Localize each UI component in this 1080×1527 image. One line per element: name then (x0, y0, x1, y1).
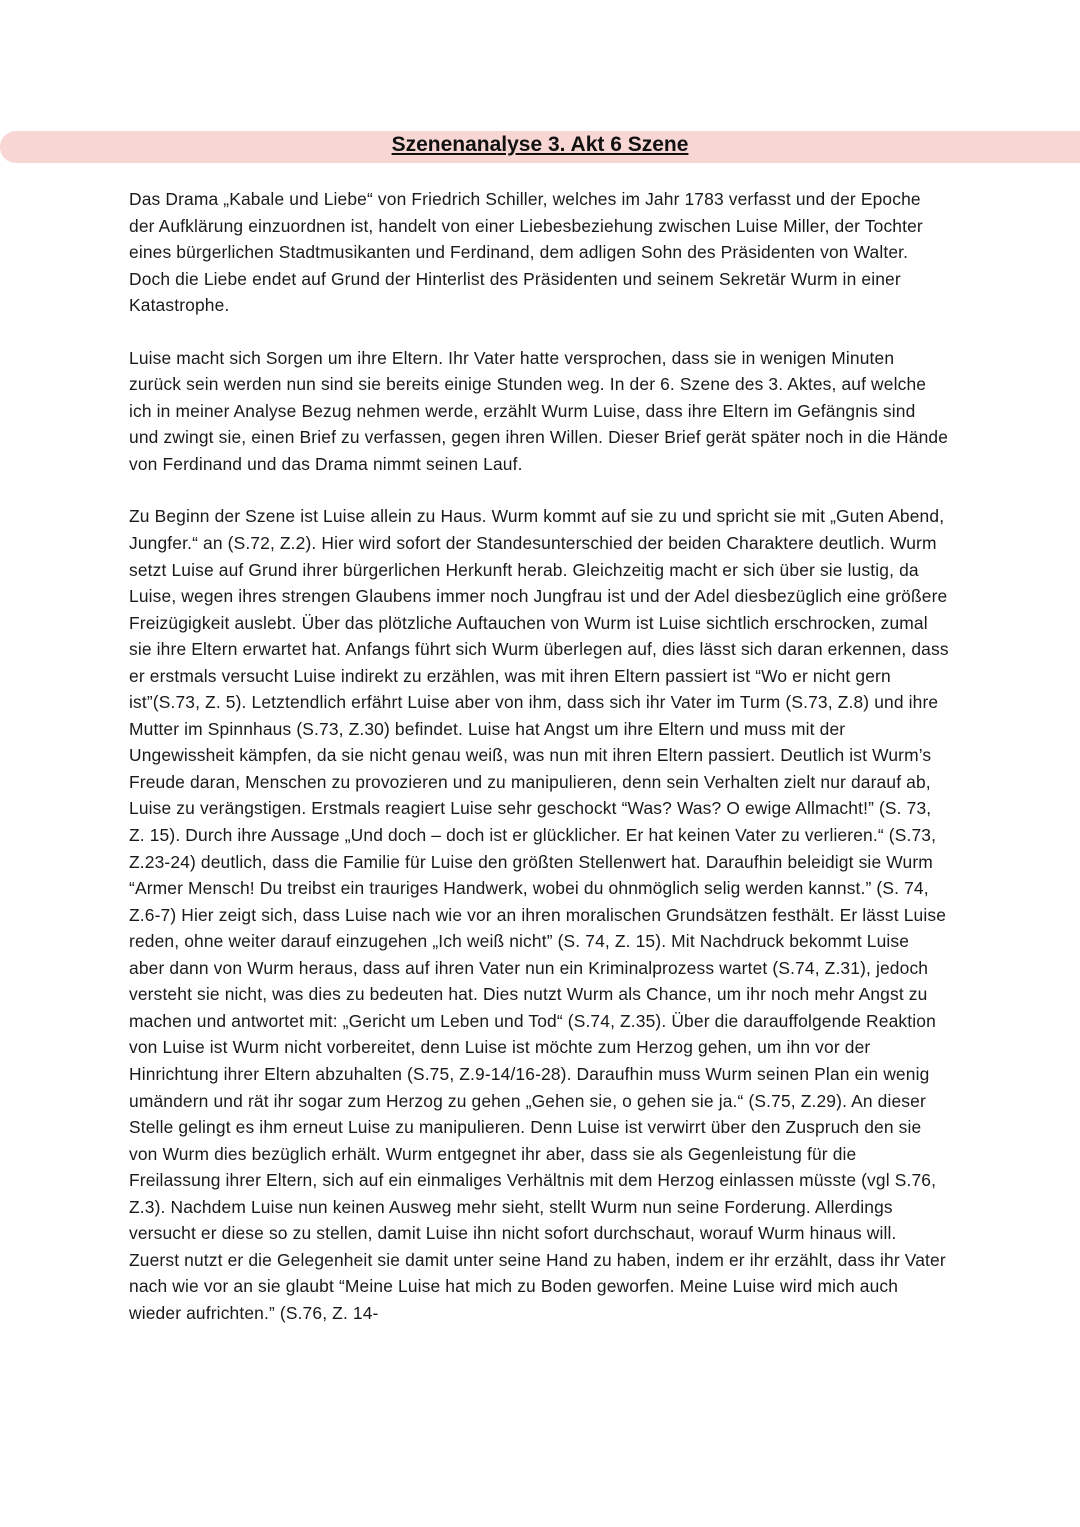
paragraph-scene-analysis: Zu Beginn der Szene ist Luise allein zu Haus. Wurm kommt auf sie zu und spricht sie mit „Guten Abend, Jungfer.“ an (S.72, Z.2). Hier wird sofort der Standesunterschied der beiden Charaktere deutlich. Wurm setzt Luise auf Grund ihrer bürgerlichen Herkunft herab. Gleichzeitig macht er sich über sie lustig, da Luise, wegen ihres strengen Glaubens immer noch Jungfrau ist und der Adel diesbezüglich eine größere Freizügigkeit auslebt. Über das plötzliche Auftauchen von Wurm ist Luise sichtlich erschrocken, zumal sie ihre Eltern erwartet hat. Anfangs führt sich Wurm überlegen auf, dies lässt sich daran erkennen, dass er erstmals versucht Luise indirekt zu erzählen, was mit ihren Eltern passiert ist “Wo er nicht gern ist”(S.73, Z. 5). Letztendlich erfährt Luise aber von ihm, dass sich ihr Vater im Turm (S.73, Z.8) und ihre Mutter im Spinnhaus (S.73, Z.30) befindet. Luise hat Angst um ihre Eltern und muss mit der Ungewissheit kämpfen, da sie nicht genau weiß, was nun mit ihren Eltern passiert. Deutlich ist Wurm’s Freude daran, Menschen zu provozieren und zu manipulieren, denn sein Verhalten zielt nur darauf ab, Luise zu verängstigen. Erstmals reagiert Luise sehr geschockt “Was? Was? O ewige Allmacht!” (S. 73, Z. 15). Durch ihre Aussage „Und doch – doch ist er glücklicher. Er hat keinen Vater zu verlieren.“ (S.73, Z.23-24) deutlich, dass die Familie für Luise den größten Stellenwert hat. Daraufhin beleidigt sie Wurm “Armer Mensch! Du treibst ein trauriges Handwerk, wobei du ohnmöglich selig werden kannst.” (S. 74, Z.6-7) Hier zeigt sich, dass Luise nach wie vor an ihren moralischen Grundsätzen festhält. Er lässt Luise reden, ohne weiter darauf einzugehen „Ich weiß nicht” (S. 74, Z. 15). Mit Nachdruck bekommt Luise aber dann von Wurm heraus, dass auf ihren Vater nun ein Kriminalprozess wartet (S.74, Z.31), jedoch versteht sie nicht, was dies zu bedeuten hat. Dies nutzt Wurm als Chance, um ihr noch mehr Angst zu machen und antwortet mit: „Gericht um Leben und Tod“ (S.74, Z.35). Über die darauffolgende Reaktion von Luise ist Wurm nicht vorbereitet, denn Luise ist möchte zum Herzog gehen, um ihn vor der Hinrichtung ihrer Eltern abzuhalten (S.75, Z.9-14/16-28). Daraufhin muss Wurm seinen Plan ein wenig umändern und rät ihr sogar zum Herzog zu gehen „Gehen sie, o gehen sie ja.“ (S.75, Z.29). An dieser Stelle gelingt es ihm erneut Luise zu manipulieren. Denn Luise ist verwirrt über den Zuspruch den sie von Wurm dies bezüglich erhält. Wurm entgegnet ihr aber, dass sie als Gegenleistung für die Freilassung ihrer Eltern, sich auf ein einmaliges Verhältnis mit dem Herzog einlassen müsste (vgl S.76, Z.3). Nachdem Luise nun keinen Ausweg mehr sieht, stellt Wurm nun seine Forderung. Allerdings versucht er diese so zu stellen, damit Luise ihn nicht sofort durchschaut, worauf Wurm hinaus will. Zuerst nutzt er die Gelegenheit sie damit unter seine Hand zu haben, indem er ihr erzählt, dass ihr Vater nach wie vor an sie glaubt “Meine Luise hat mich zu Boden geworfen. Meine Luise wird mich auch wieder aufrichten.” (S.76, Z. 14- (129, 506, 949, 1323)
document-body (129, 186, 949, 1352)
page-title: Szenenanalyse 3. Akt 6 Szene (391, 133, 689, 156)
paragraph-introduction: Das Drama „Kabale und Liebe“ von Friedrich Schiller, welches im Jahr 1783 verfasst und der Epoche der Aufklärung einzuordnen ist, handelt von einer Liebesbeziehung zwischen Luise Miller, der Tochter eines bürgerlichen Stadtmusikanten und Ferdinand, dem adligen Sohn des Präsidenten von Walter. Doch die Liebe endet auf Grund der Hinterlist des Präsidenten und seinem Sekretär Wurm in einer Katastrophe. (129, 189, 923, 316)
paragraph-scene-context: Luise macht sich Sorgen um ihre Eltern. Ihr Vater hatte versprochen, dass sie in wenigen Minuten zurück sein werden nun sind sie bereits einige Stunden weg. In der 6. Szene des 3. Aktes, auf welche ich in meiner Analyse Bezug nehmen werde, erzählt Wurm Luise, dass ihre Eltern im Gefängnis sind und zwingt sie, einen Brief zu verfassen, gegen ihren Willen. Dieser Brief gerät später noch in die Hände von Ferdinand und das Drama nimmt seinen Lauf. (129, 347, 949, 474)
